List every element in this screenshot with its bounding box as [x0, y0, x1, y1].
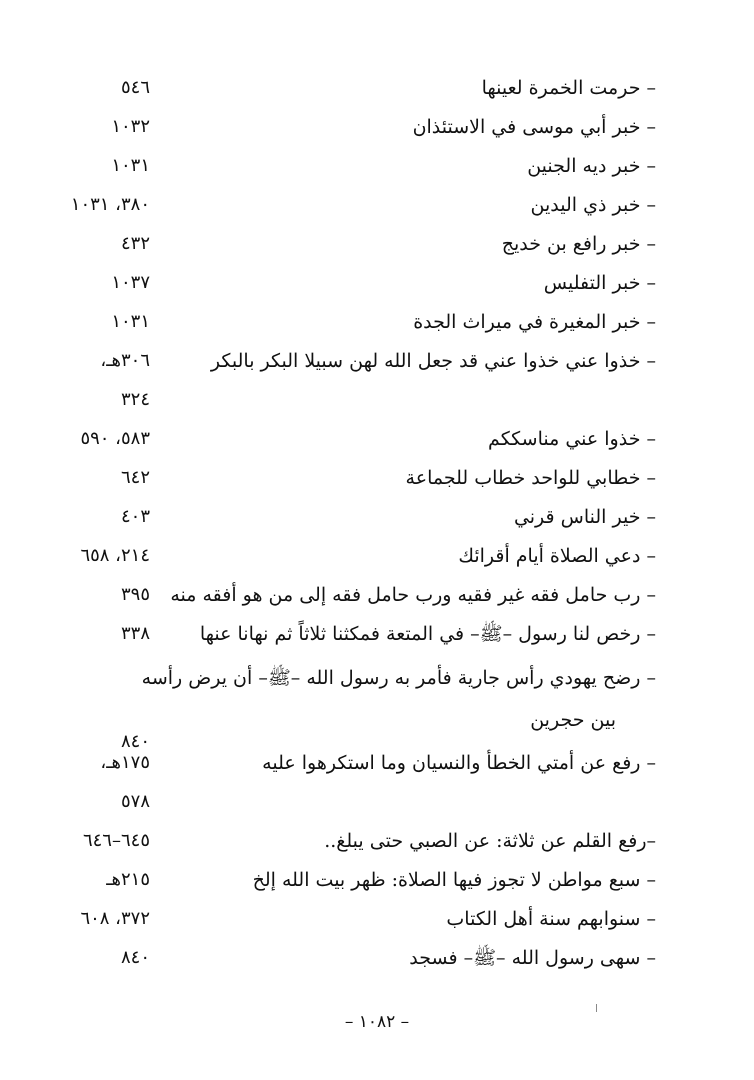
index-row	[40, 943, 656, 981]
page-reference: ٣٢٤	[120, 389, 150, 410]
page-reference: ٣٨٠، ١٠٣١	[70, 194, 150, 215]
page-reference: ٤٠٣	[120, 506, 150, 527]
entry-text: – حرمت الخمرة لعينها	[481, 77, 656, 99]
index-row	[40, 705, 656, 752]
entry-text: – سهى رسول الله –ﷺ– فسجد	[409, 947, 656, 969]
index-row	[40, 268, 656, 306]
entry-text: – خبر أبي موسى في الاستئذان	[412, 116, 656, 138]
index-row	[40, 502, 656, 540]
page-reference: ١٠٣١	[111, 311, 150, 332]
entry-text: – خبر التفليس	[543, 272, 656, 294]
page-reference: ٣٩٥	[120, 584, 150, 605]
page-reference: ١٠٣٧	[111, 272, 150, 293]
page-reference: ٣٠٦هـ،	[100, 350, 150, 371]
page-reference: ٢١٤، ٦٥٨	[80, 545, 150, 566]
index-row	[40, 385, 656, 423]
index-row	[40, 190, 656, 228]
entry-text: بين حجرين	[530, 709, 616, 731]
page-reference: ٥٧٨	[120, 791, 150, 812]
index-row	[40, 865, 656, 903]
index-row	[40, 229, 656, 267]
page-reference: ١٠٣١	[111, 155, 150, 176]
page-reference: ٦٤٢	[120, 467, 150, 488]
page-reference: ١٧٥هـ،	[100, 752, 150, 773]
index-row	[40, 463, 656, 501]
entry-text: – خبر المغيرة في ميراث الجدة	[413, 311, 656, 333]
index-row	[40, 151, 656, 189]
entry-text: – سنوابهم سنة أهل الكتاب	[446, 908, 656, 930]
index-row	[40, 904, 656, 942]
margin-mark	[596, 1004, 601, 1012]
entry-text: – خبر ديه الجنين	[527, 155, 656, 177]
page-reference: ٣٧٢، ٦٠٨	[80, 908, 150, 929]
index-row	[40, 619, 656, 657]
index-row	[40, 787, 656, 825]
page-reference: ٨٤٠	[120, 947, 150, 968]
entry-text: – خبر رافع بن خديج	[501, 233, 656, 255]
page-number: – ١٠٨٢ –	[344, 1012, 410, 1032]
index-row	[40, 346, 656, 384]
page-reference: ٥٨٣، ٥٩٠	[80, 428, 150, 449]
page-reference: ١٠٣٢	[111, 116, 150, 137]
entry-text: – خير الناس قرني	[513, 506, 656, 528]
index-row	[40, 826, 656, 864]
page-reference: ٣٣٨	[120, 623, 150, 644]
entry-text: –رفع القلم عن ثلاثة: عن الصبي حتى يبلغ..	[324, 830, 656, 852]
index-row	[40, 307, 656, 345]
index-row	[40, 424, 656, 462]
entry-text: – خطابي للواحد خطاب للجماعة	[405, 467, 656, 489]
entry-text: – خبر ذي اليدين	[530, 194, 656, 216]
entry-text: – رخص لنا رسول –ﷺ– في المتعة فمكثنا ثلاثاً ثم نهانا عنها	[199, 623, 656, 645]
index-row	[40, 748, 656, 786]
index-row	[40, 73, 656, 111]
entry-text: – خذوا عني خذوا عني قد جعل الله لهن سبيلا البكر بالبكر	[210, 350, 656, 372]
entry-text: – سبع مواطن لا تجوز فيها الصلاة: ظهر بيت الله إلخ	[252, 869, 656, 891]
index-row	[40, 112, 656, 150]
entry-text: – رفع عن أمتي الخطأ والنسيان وما استكرهوا عليه	[262, 752, 656, 774]
index-row	[40, 663, 656, 701]
index-row	[40, 580, 656, 618]
entry-text: – دعي الصلاة أيام أقرائك	[458, 545, 656, 567]
page-reference: ٦٤٥–٦٤٦	[82, 830, 150, 851]
page-reference: ٥٤٦	[120, 77, 150, 98]
page-reference: ٤٣٢	[120, 233, 150, 254]
page-reference: ٨٤٠	[120, 731, 150, 752]
page-reference: ٢١٥هـ	[106, 869, 150, 890]
entry-text: – خذوا عني مناسككم	[488, 428, 656, 450]
entry-text: – رضح يهودي رأس جارية فأمر به رسول الله –ﷺ– أن يرض رأسه	[141, 667, 656, 689]
entry-text: – رب حامل فقه غير فقيه ورب حامل فقه إلى من هو أفقه منه	[170, 584, 656, 606]
index-row	[40, 541, 656, 579]
